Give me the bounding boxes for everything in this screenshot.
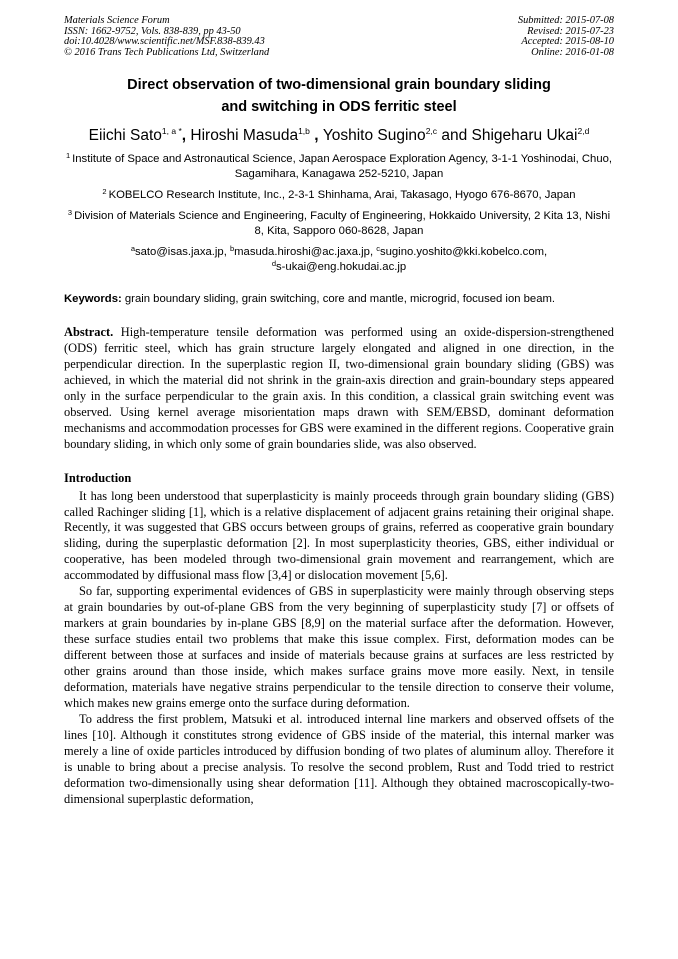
title-line-1: Direct observation of two-dimensional grain boundary sliding [127, 77, 551, 94]
affiliation-text: KOBELCO Research Institute, Inc., 2-3-1 Shinhama, Arai, Takasago, Hyogo 676-8670, Japan [108, 188, 576, 201]
author-name: Eiichi Sato [88, 127, 162, 145]
email-marker: a [130, 244, 135, 254]
publication-header [64, 16, 614, 58]
affiliation-number: 1 [65, 151, 71, 161]
author-separator: , [181, 127, 191, 145]
author-name: Hiroshi Masuda [190, 127, 299, 145]
section-heading-introduction: Introduction [64, 470, 132, 485]
journal-name: Materials Science Forum [64, 15, 170, 26]
affiliation-text: Institute of Space and Astronautical Science, Japan Aerospace Exploration Agency, 3-1-1 Yoshinodai, Chuo, Sagamihara, Kanagawa 252-5210, Japan [72, 153, 613, 181]
paragraph: So far, supporting experimental evidences of GBS in superplasticity were mainly through observing steps at grain boundaries by out-of-plane GBS from the very beginning of superplasticity study [7] or offsets of markers at grain boundaries by in-plane GBS [8,9] on the material surface after the deformation. However, these surface studies entail two problems that make this issue complex. First, deformation modes can be different between those at surfaces and inside of materials because grains at surfaces are less restricted by other grains around than those inside, which makes surface grains move more easily. Next, in tensile deformation, materials have negative strains perpendicular to the tensile direction to conserve their volume, which makes new grains emerge onto the surface during deformation. [64, 584, 614, 710]
title-line-2: and switching in ODS ferritic steel [221, 99, 457, 116]
keywords-label: Keywords: [64, 292, 122, 305]
affiliation [64, 209, 614, 239]
revised-date: Revised: 2015-07-23 [527, 25, 614, 37]
email-list [64, 245, 614, 275]
paragraph: To address the first problem, Matsuki et al. introduced internal line markers and observed offsets of the lines [10]. Although it constitutes strong evidence of GBS inside of the material, this internal marker was merely a line of oxide particles introduced by diffusion bonding of two plates of aluminum alloy. Therefore it is unable to bring about a precise analysis. To resolve the second problem, Rust and Todd tried to restrict deformation two-dimensionally using shear deformation [11]. Although they obtained macroscopically-two-dimensional superplastic deformation, [64, 711, 614, 806]
author-separator: , [309, 127, 323, 145]
email-address[interactable]: s-ukai@eng.hokudai.ac.jp [276, 261, 407, 274]
email-address[interactable]: masuda.hiroshi@ac.jaxa.jp, [234, 246, 377, 259]
author-name: Shigeharu Ukai [471, 127, 578, 145]
affiliation-number: 2 [102, 186, 107, 196]
email-address[interactable]: sato@isas.jaxa.jp, [134, 246, 230, 259]
affiliation-text: Division of Materials Science and Engineering, Faculty of Engineering, Hokkaido University, 2 Kita 13, Nishi 8, Kita, Sapporo 060-8628, Japan [74, 209, 611, 237]
accepted-date: Accepted: 2015-08-10 [521, 36, 614, 48]
affiliation-number: 3 [67, 207, 73, 217]
email-address[interactable]: sugino.yoshito@kki.kobelco.com, [379, 246, 548, 259]
email-marker: d [271, 259, 276, 269]
paper-title [64, 74, 614, 118]
abstract [64, 325, 614, 453]
copyright: © 2016 Trans Tech Publications Ltd, Switzerland [64, 46, 270, 58]
email-line-2 [64, 260, 614, 275]
email-line-1 [64, 245, 614, 260]
author-list [64, 126, 614, 146]
abstract-label: Abstract. [64, 324, 114, 339]
issn: ISSN: 1662-9752, Vols. 838-839, pp 43-50 [64, 25, 241, 37]
introduction-body [64, 489, 614, 808]
email-marker: c [376, 244, 380, 254]
online-date: Online: 2016-01-08 [531, 46, 614, 58]
author-affiliation-marker: 2,d [577, 126, 590, 137]
author-name: Yoshito Sugino [322, 127, 426, 145]
submitted-date: Submitted: 2015-07-08 [517, 15, 614, 26]
author-affiliation-marker: 1,b [298, 126, 310, 137]
paragraph: It has long been understood that superplasticity is mainly proceeds through grain boundary sliding (GBS) called Rachinger sliding [1], which is a relative displacement of adjacent grains retaining their original shape. Recently, it was suggested that GBS occurs between groups of grains, referred as cooperative grain boundary sliding, during the superplastic deformation [2]. In most superplasticity theories, GBS, either individual or cooperative, has been modeled through two-dimensional grain movement and rearrangement, which are accommodated by diffusional mass flow [3,4] or dislocation movement [5,6]. [64, 488, 614, 583]
affiliation [64, 188, 614, 203]
keywords [64, 292, 614, 306]
keywords-text: grain boundary sliding, grain switching, core and mantle, microgrid, focused ion beam. [121, 292, 556, 305]
header-right [518, 16, 614, 58]
author-separator: and [437, 127, 472, 145]
doi: doi:10.4028/www.scientific.net/MSF.838-839.43 [64, 36, 265, 48]
abstract-text: High-temperature tensile deformation was performed using an oxide-dispersion-strengthened (ODS) ferritic steel, which has grain structure largely elongated and aligned in one direction, in the perpendicular direction. In the superplastic region II, two-dimensional grain boundary sliding (GBS) was achieved, in which the material did not shrink in the grain-axis direction and grain-boundary steps appeared only in the surface perpendicular to the grain axis. In this condition, a classical grain switching event was observed. Using kernel average misorientation maps drawn with SEM/EBSD, dominant deformation mechanisms and accommodation processes for GBS were examined in the different regions. Cooperative grain boundary sliding, in which only some of grain boundaries slide, was also observed. [64, 324, 614, 451]
affiliation [64, 152, 614, 182]
author-affiliation-marker: 2,c [425, 126, 438, 137]
header-left [64, 16, 269, 58]
author-affiliation-marker: 1, a * [161, 126, 182, 137]
email-marker: b [229, 244, 235, 254]
paper-page [64, 16, 614, 808]
